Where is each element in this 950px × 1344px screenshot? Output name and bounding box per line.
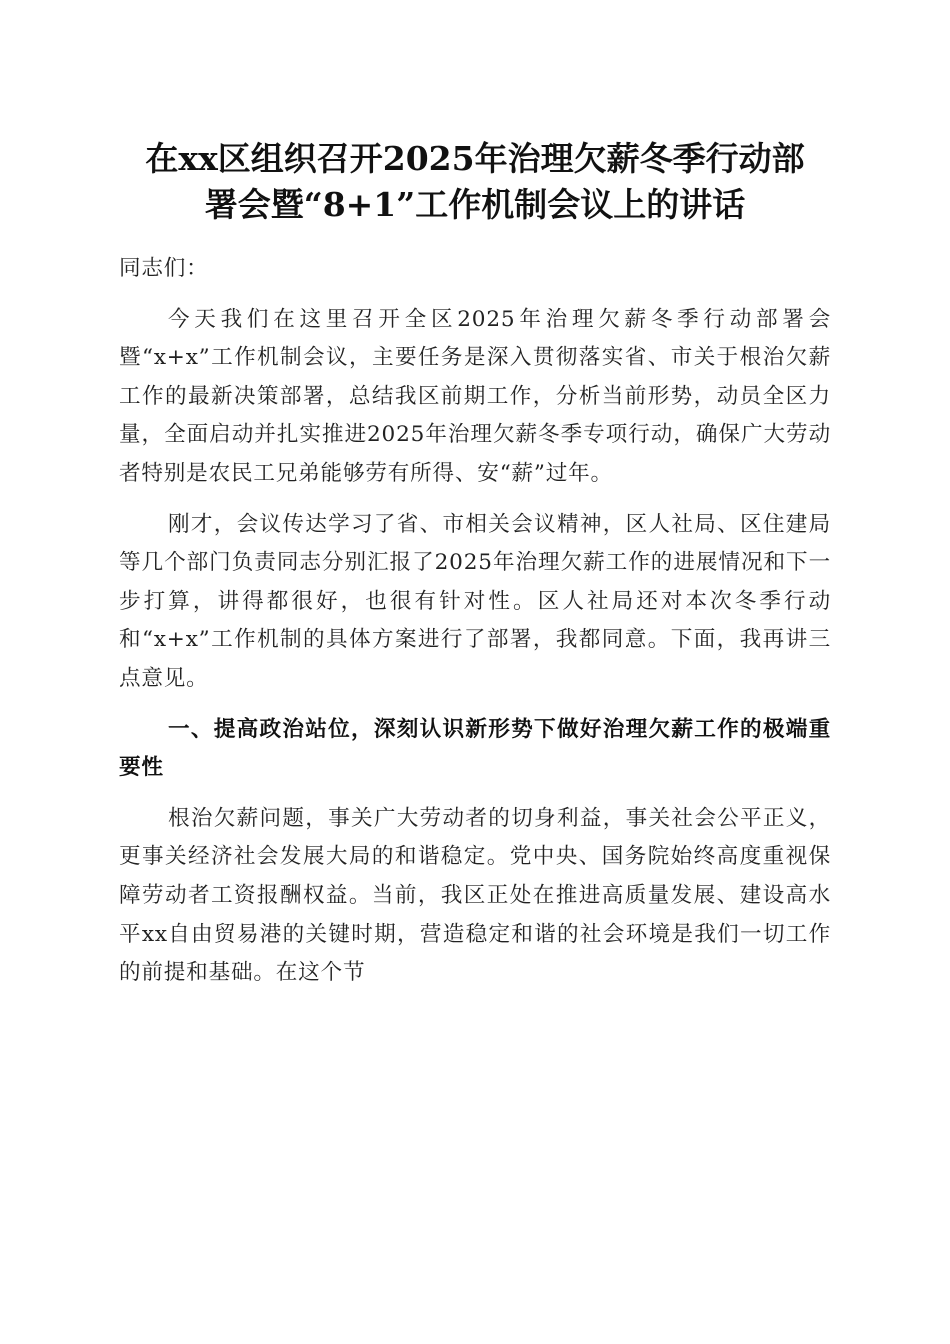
paragraph-opening: 今天我们在这里召开全区2025年治理欠薪冬季行动部署会暨“x+x”工作机制会议，主要任务是深入贯彻落实省、市关于根治欠薪工作的最新决策部署，总结我区前期工作，分析当前形势，动员全区力量，全面启动并扎实推进2025年治理欠薪冬季专项行动，确保广大劳动者特别是农民工兄弟能够劳有所得、安“薪”过年。 — [119, 306, 831, 486]
document-title — [100, 136, 850, 228]
title-line-2: 署会暨“8+1”工作机制会议上的讲话 — [204, 185, 746, 224]
paragraph-review: 刚才，会议传达学习了省、市相关会议精神，区人社局、区住建局等几个部门负责同志分别汇报了2025年治理欠薪工作的进展情况和下一步打算，讲得都很好，也很有针对性。区人社局还对本次冬季行动和“x+x”工作机制的具体方案进行了部署，我都同意。下面，我再讲三点意见。 — [119, 511, 831, 691]
document-body — [119, 250, 831, 1005]
salutation: 同志们： — [119, 256, 209, 281]
section-heading-1: 一、提高政治站位，深刻认识新形势下做好治理欠薪工作的极端重要性 — [119, 716, 831, 781]
title-line-1: 在xx区组织召开2025年治理欠薪冬季行动部 — [145, 139, 805, 178]
section-1-paragraph: 根治欠薪问题，事关广大劳动者的切身利益，事关社会公平正义，更事关经济社会发展大局的和谐稳定。党中央、国务院始终高度重视保障劳动者工资报酬权益。当前，我区正处在推进高质量发展、建设高水平xx自由贸易港的关键时期，营造稳定和谐的社会环境是我们一切工作的前提和基础。在这个节 — [119, 805, 831, 986]
